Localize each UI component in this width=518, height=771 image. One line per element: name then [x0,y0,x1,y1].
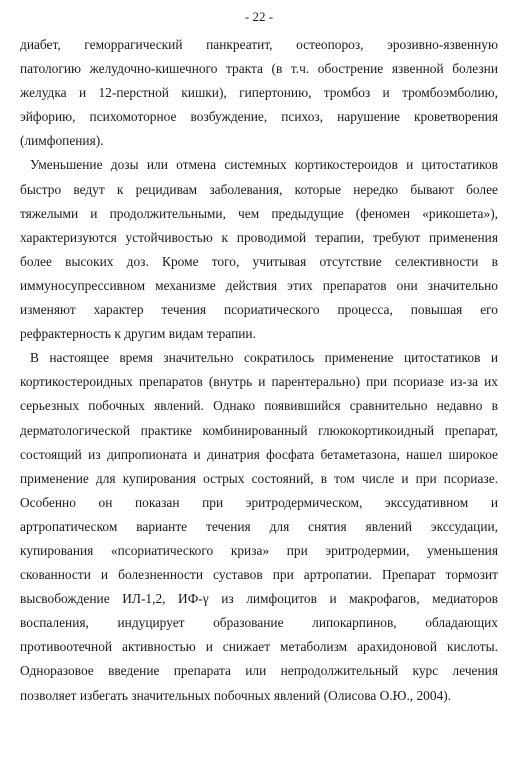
text-line: скованности и болезненности суставов при артропатии. Препарат тормозит [20,567,498,583]
text-line: В настоящее время значительно сократилось применение цитостатиков и [30,350,498,366]
text-line: тяжелыми и продолжительными, чем предыдущие (феномен «рикошета»), [20,205,498,221]
text-line: Уменьшение дозы или отмена системных кортикостероидов и цитостатиков [30,157,498,173]
text-line: серьезных побочных явлений. Однако появившийся сравнительно недавно в [20,398,498,414]
paragraph-1 [20,33,498,153]
text-line: позволяет избегать значительных побочных явлений (Олисова О.Ю., 2004). [20,687,452,703]
text-line: высвобождение ИЛ-1,2, ИФ-γ из лимфоцитов и макрофагов, медиаторов [20,591,498,607]
text-line: более высоких доз. Кроме того, учитывая отсутствие селективности в [20,253,498,269]
text-line: желудка и 12-перстной кишки), гипертонию, тромбоз и тромбоэмболию, [20,85,498,101]
text-line: Особенно он показан при эритродермическом, экссудативном и [20,494,498,510]
text-line: дерматологической практике комбинированный глюкокортикоидный препарат, [20,422,498,438]
text-line: состоящий из дипропионата и динатрия фосфата бетаметазона, нашел широкое [20,446,498,462]
page-number: - 22 - [244,9,274,24]
text-line: характеризуются устойчивостью к проводимой терапии, требуют применения [20,229,498,245]
text-line: быстро ведут к рецидивам заболевания, которые нередко бывают более [20,181,498,197]
text-line: купирования «псориатического криза» при эритродермии, уменьшения [20,542,498,558]
text-line: применение для купирования острых состояний, в том числе и при псориазе. [20,470,498,486]
text-line: изменяют характер течения псориатического процесса, повышая его [20,302,498,318]
text-line: противоотечной активностью и снижает метаболизм арахидоновой кислоты. [20,639,498,655]
body-text [20,33,498,708]
text-line: эйфорию, психомоторное возбуждение, психоз, нарушение кроветворения [20,109,498,125]
text-line: диабет, геморрагический панкреатит, остеопороз, эрозивно-язвенную [20,37,498,52]
text-line: кортикостероидных препаратов (внутрь и парентерально) при псориазе из-за их [20,374,498,390]
text-line: рефрактерность к другим видам терапии. [20,326,256,342]
text-line: Одноразовое введение препарата или непродолжительный курс лечения [20,663,498,679]
text-line: иммуносупрессивном механизме действия этих препаратов они значительно [20,277,498,293]
text-line: воспаления, индуцирует образование липокарпинов, обладающих [20,615,498,631]
text-line: артропатическом варианте течения для снятия явлений экссудации, [20,518,498,534]
text-line: патологию желудочно-кишечного тракта (в т.ч. обострение язвенной болезни [20,61,498,77]
text-line: (лимфопения). [20,133,104,149]
paragraph-2 [20,153,498,346]
paragraph-3 [20,346,498,707]
